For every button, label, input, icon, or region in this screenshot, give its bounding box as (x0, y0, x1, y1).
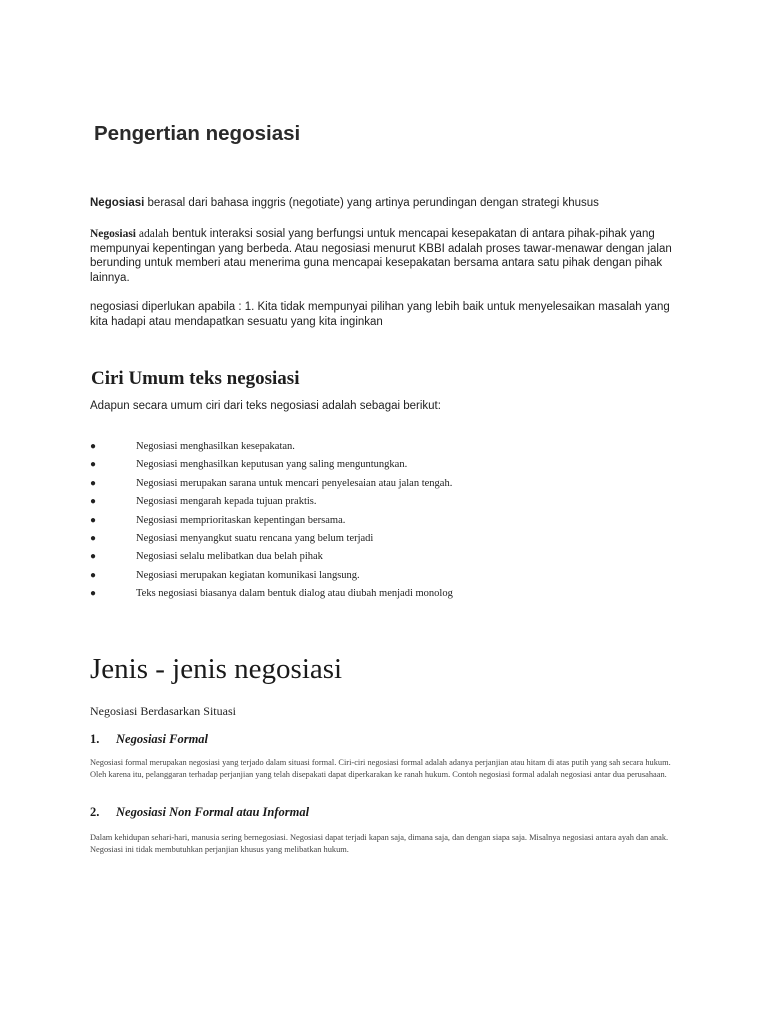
list-item-text: Negosiasi merupakan sarana untuk mencari penyelesaian atau jalan tengah. (136, 477, 453, 489)
subheading-berdasarkan-situasi: Negosiasi Berdasarkan Situasi (90, 704, 236, 718)
subsection-formal-title (90, 732, 208, 747)
subsection-informal-title (90, 805, 309, 820)
list-item-text: Negosiasi memprioritaskan kepentingan bersama. (136, 514, 346, 526)
list-item-text: Negosiasi selalu melibatkan dua belah pihak (136, 551, 323, 563)
paragraph-informal: Dalam kehidupan sehari-hari, manusia sering bernegosiasi. Negosiasi dapat terjadi kapan saja, dimana saja, dan dengan siapa saja. Misalnya negosiasi antara ayah dan anak. Negosiasi ini tidak membutuhkan perjanjian khusus yang melibatkan hukum. (90, 833, 669, 855)
definition-extended-text: bentuk interaksi sosial yang berfungsi untuk mencapai kesepakatan di antara pihak-pihak yang mempunyai kepentingan yang berbeda. Atau negosiasi menurut KBBI adalah proses tawar-menawar dengan jalan berunding untuk memberi atau menerima guna mencapai kesepakatan bersama antara satu pihak dengan pihak lainnya. (90, 228, 672, 284)
term-negosiasi: Negosiasi (90, 197, 145, 209)
term-adalah: adalah (136, 228, 169, 240)
list-item-text: Negosiasi menghasilkan kesepakatan. (136, 441, 295, 452)
bullet-icon: ● (90, 459, 97, 471)
list-item (90, 530, 710, 548)
term-negosiasi-serif: Negosiasi (90, 228, 136, 240)
heading-ciri-umum: Ciri Umum teks negosiasi (91, 368, 300, 389)
subsection-number: 1. (90, 732, 100, 746)
list-item-text: Negosiasi menyangkut suatu rencana yang belum terjadi (136, 532, 374, 544)
subsection-number: 2. (90, 805, 100, 819)
list-item (90, 456, 710, 474)
ciri-list (90, 438, 710, 604)
definition-text: berasal dari bahasa inggris (negotiate) yang artinya perundingan dengan strategi khusus (144, 197, 599, 209)
list-item (90, 567, 710, 585)
bullet-icon: ● (90, 551, 97, 563)
paragraph-ciri-intro: Adapun secara umum ciri dari teks negosiasi adalah sebagai berikut: (90, 400, 441, 412)
bullet-icon: ● (90, 588, 97, 600)
bullet-icon: ● (90, 514, 97, 526)
paragraph-when-needed: negosiasi diperlukan apabila : 1. Kita tidak mempunyai pilihan yang lebih baik untuk menyelesaikan masalah yang kita hadapi atau mendapatkan sesuatu yang kita inginkan (90, 301, 670, 328)
list-item (90, 438, 710, 456)
heading-jenis: Jenis - jenis negosiasi (90, 653, 343, 685)
paragraph-definition-extended (90, 227, 690, 285)
bullet-icon: ● (90, 496, 97, 508)
paragraph-definition (90, 196, 690, 210)
list-item-text: Negosiasi merupakan kegiatan komunikasi langsung. (136, 569, 360, 581)
bullet-icon: ● (90, 441, 97, 452)
list-item (90, 475, 710, 493)
bullet-icon: ● (90, 477, 97, 489)
bullet-icon: ● (90, 532, 97, 544)
list-item (90, 548, 710, 566)
bullet-icon: ● (90, 569, 97, 581)
subsection-title: Negosiasi Formal (116, 732, 209, 746)
list-item (90, 512, 710, 530)
list-item (90, 585, 710, 603)
list-item (90, 493, 710, 511)
paragraph-formal: Negosiasi formal merupakan negosiasi yang terjado dalam situasi formal. Ciri-ciri negosiasi formal adalah adanya perjanjian atau hitam di atas putih yang sah secara hukum. Oleh karena itu, pelanggaran terhadap perjanjian yang telah disepakati dapat diperkarakan ke ranah hukum. Contoh negosiasi formal adalah negosiasi antar dua perusahaan. (90, 758, 671, 780)
heading-pengertian: Pengertian negosiasi (94, 122, 301, 145)
list-item-text: Negosiasi menghasilkan keputusan yang saling menguntungkan. (136, 459, 408, 471)
list-item-text: Teks negosiasi biasanya dalam bentuk dialog atau diubah menjadi monolog (136, 588, 453, 600)
list-item-text: Negosiasi mengarah kepada tujuan praktis. (136, 496, 317, 508)
subsection-title: Negosiasi Non Formal atau Informal (116, 805, 310, 819)
